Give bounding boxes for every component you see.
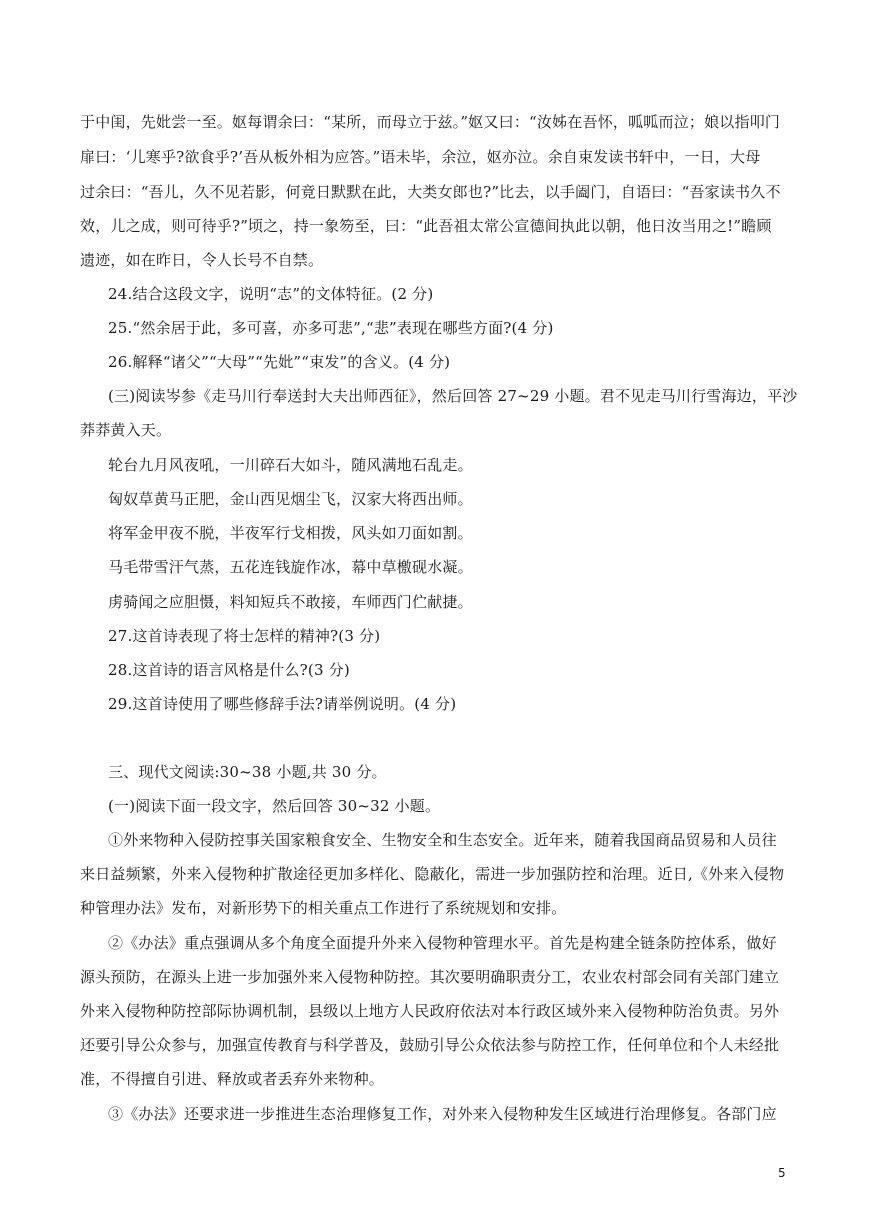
section-heading: (一)阅读下面一段文字，然后回答 30~32 小题。	[108, 797, 441, 815]
page-number: 5	[778, 1166, 786, 1180]
poem-line: 将军金甲夜不脱，半夜军行戈相拨，风头如刀面如割。	[108, 524, 473, 542]
question-26: 26.解释“诸父”“大母”“先妣”“束发”的含义。(4 分)	[108, 353, 451, 371]
paragraph-line: ③《办法》还要求进一步推进生态治理修复工作，对外来入侵物种发生区域进行治理修复。各部门应	[108, 1105, 777, 1123]
question-25: 25.“然余居于此，多可喜，亦多可悲”,“悲”表现在哪些方面?(4 分)	[108, 319, 554, 337]
paragraph-line: 外来入侵物种防控部际协调机制，县级以上地方人民政府依法对本行政区域外来入侵物种防治负责。另外	[80, 1002, 780, 1020]
paragraph-line: 还要引导公众参与，加强宣传教育与科学普及，鼓励引导公众依法参与防控工作，任何单位和个人未经批	[80, 1036, 780, 1054]
question-28: 28.这首诗的语言风格是什么?(3 分)	[108, 661, 350, 679]
question-29: 29.这首诗使用了哪些修辞手法?请举例说明。(4 分)	[108, 695, 457, 713]
paragraph-line: 源头预防，在源头上进一步加强外来入侵物种防控。其次要明确职责分工，农业农村部会同有关部门建立	[80, 968, 780, 986]
text-line: 扉曰：‘儿寒乎?欲食乎?’吾从板外相为应答。”语未毕，余泣，妪亦泣。余自束发读书轩中，一日，大母	[80, 148, 761, 166]
poem-line: 虏骑闻之应胆慑，料知短兵不敢接，车师西门伫献捷。	[108, 593, 473, 611]
paragraph-line: 种管理办法》发布，对新形势下的相关重点工作进行了系统规划和安排。	[80, 899, 567, 917]
paragraph-line: ①外来物种入侵防控事关国家粮食安全、生物安全和生态安全。近年来，随着我国商品贸易和人员往	[108, 831, 777, 849]
section-heading: (三)阅读岑参《走马川行奉送封大夫出师西征》，然后回答 27~29 小题。君不见走马川行雪海边，平沙	[108, 387, 798, 405]
question-24: 24.结合这段文字，说明“志”的文体特征。(2 分)	[108, 285, 434, 303]
question-27: 27.这首诗表现了将士怎样的精神?(3 分)	[108, 627, 381, 645]
text-line: 莽莽黄入天。	[80, 421, 172, 439]
text-line: 遗迹，如在昨日，令人长号不自禁。	[80, 251, 324, 269]
paragraph-line: 来日益频繁，外来入侵物种扩散途径更加多样化、隐蔽化，需进一步加强防控和治理。近日,《外来入侵物	[80, 865, 785, 883]
text-line: 效，儿之成，则可待乎?”顷之，持一象笏至，曰：“此吾祖太常公宣德间执此以朝，他日汝当用之!”瞻顾	[80, 217, 772, 235]
paragraph-line: ②《办法》重点强调从多个角度全面提升外来入侵物种管理水平。首先是构建全链条防控体系，做好	[108, 934, 777, 952]
poem-line: 马毛带雪汗气蒸，五花连钱旋作冰，幕中草檄砚水凝。	[108, 558, 473, 576]
text-line: 于中闺，先妣尝一至。妪每谓余曰：“某所，而母立于兹。”妪又曰：“汝姊在吾怀，呱呱而泣；娘以指叩门	[80, 113, 781, 131]
poem-line: 轮台九月风夜吼，一川碎石大如斗，随风满地石乱走。	[108, 456, 473, 474]
section-heading: 三、现代文阅读:30~38 小题,共 30 分。	[108, 763, 387, 781]
paragraph-line: 准，不得擅自引进、释放或者丢弃外来物种。	[80, 1070, 385, 1088]
text-line: 过余曰：“吾儿，久不见若影，何竟日默默在此，大类女郎也?”比去，以手阖门，自语曰：“吾家读书久不	[80, 183, 781, 201]
poem-line: 匈奴草黄马正肥，金山西见烟尘飞，汉家大将西出师。	[108, 490, 473, 508]
